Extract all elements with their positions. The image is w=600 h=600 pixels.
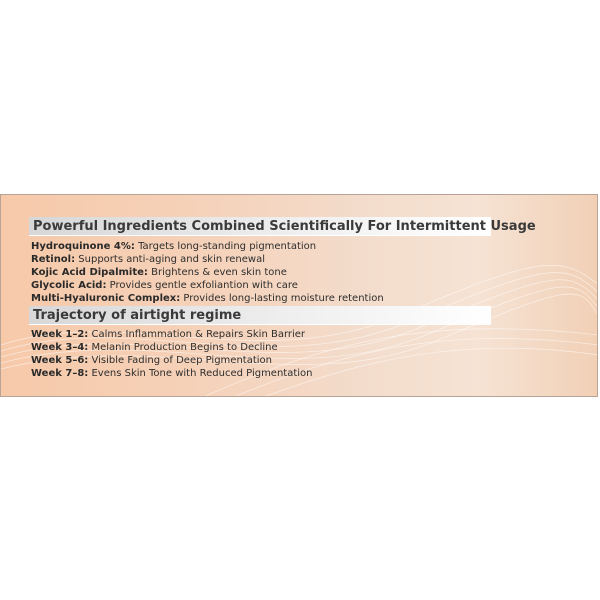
- list-item: [31, 367, 313, 380]
- week-description: Melanin Production Begins to Decline: [88, 342, 278, 353]
- ingredient-description: Brightens & even skin tone: [147, 267, 287, 278]
- week-label: Week 3–4:: [31, 342, 89, 353]
- week-label: Week 1–2:: [31, 329, 89, 340]
- trajectory-list: [31, 328, 313, 380]
- ingredient-description: Supports anti-aging and skin renewal: [75, 254, 266, 265]
- product-info-banner: [0, 194, 598, 397]
- week-description: Evens Skin Tone with Reduced Pigmentation: [88, 368, 313, 379]
- week-label: Week 5–6:: [31, 355, 89, 366]
- list-item: [31, 341, 313, 354]
- ingredient-description: Provides long-lasting moisture retention: [180, 293, 384, 304]
- list-item: [31, 354, 313, 367]
- list-item: [31, 279, 384, 292]
- list-item: [31, 253, 384, 266]
- list-item: [31, 240, 384, 253]
- ingredient-name: Retinol:: [31, 254, 76, 265]
- ingredient-description: Targets long-standing pigmentation: [134, 241, 317, 252]
- ingredient-name: Multi-Hyaluronic Complex:: [31, 293, 181, 304]
- list-item: [31, 266, 384, 279]
- week-label: Week 7–8:: [31, 368, 89, 379]
- trajectory-heading: Trajectory of airtight regime: [29, 306, 491, 325]
- list-item: [31, 292, 384, 305]
- ingredient-name: Hydroquinone 4%:: [31, 241, 135, 252]
- ingredient-name: Glycolic Acid:: [31, 280, 107, 291]
- ingredients-list: [31, 240, 384, 305]
- week-description: Calms Inflammation & Repairs Skin Barrier: [88, 329, 306, 340]
- list-item: [31, 328, 313, 341]
- ingredient-name: Kojic Acid Dipalmite:: [31, 267, 148, 278]
- ingredient-description: Provides gentle exfoliantion with care: [106, 280, 298, 291]
- ingredients-heading: Powerful Ingredients Combined Scientifically For Intermittent Usage: [29, 217, 491, 236]
- week-description: Visible Fading of Deep Pigmentation: [88, 355, 272, 366]
